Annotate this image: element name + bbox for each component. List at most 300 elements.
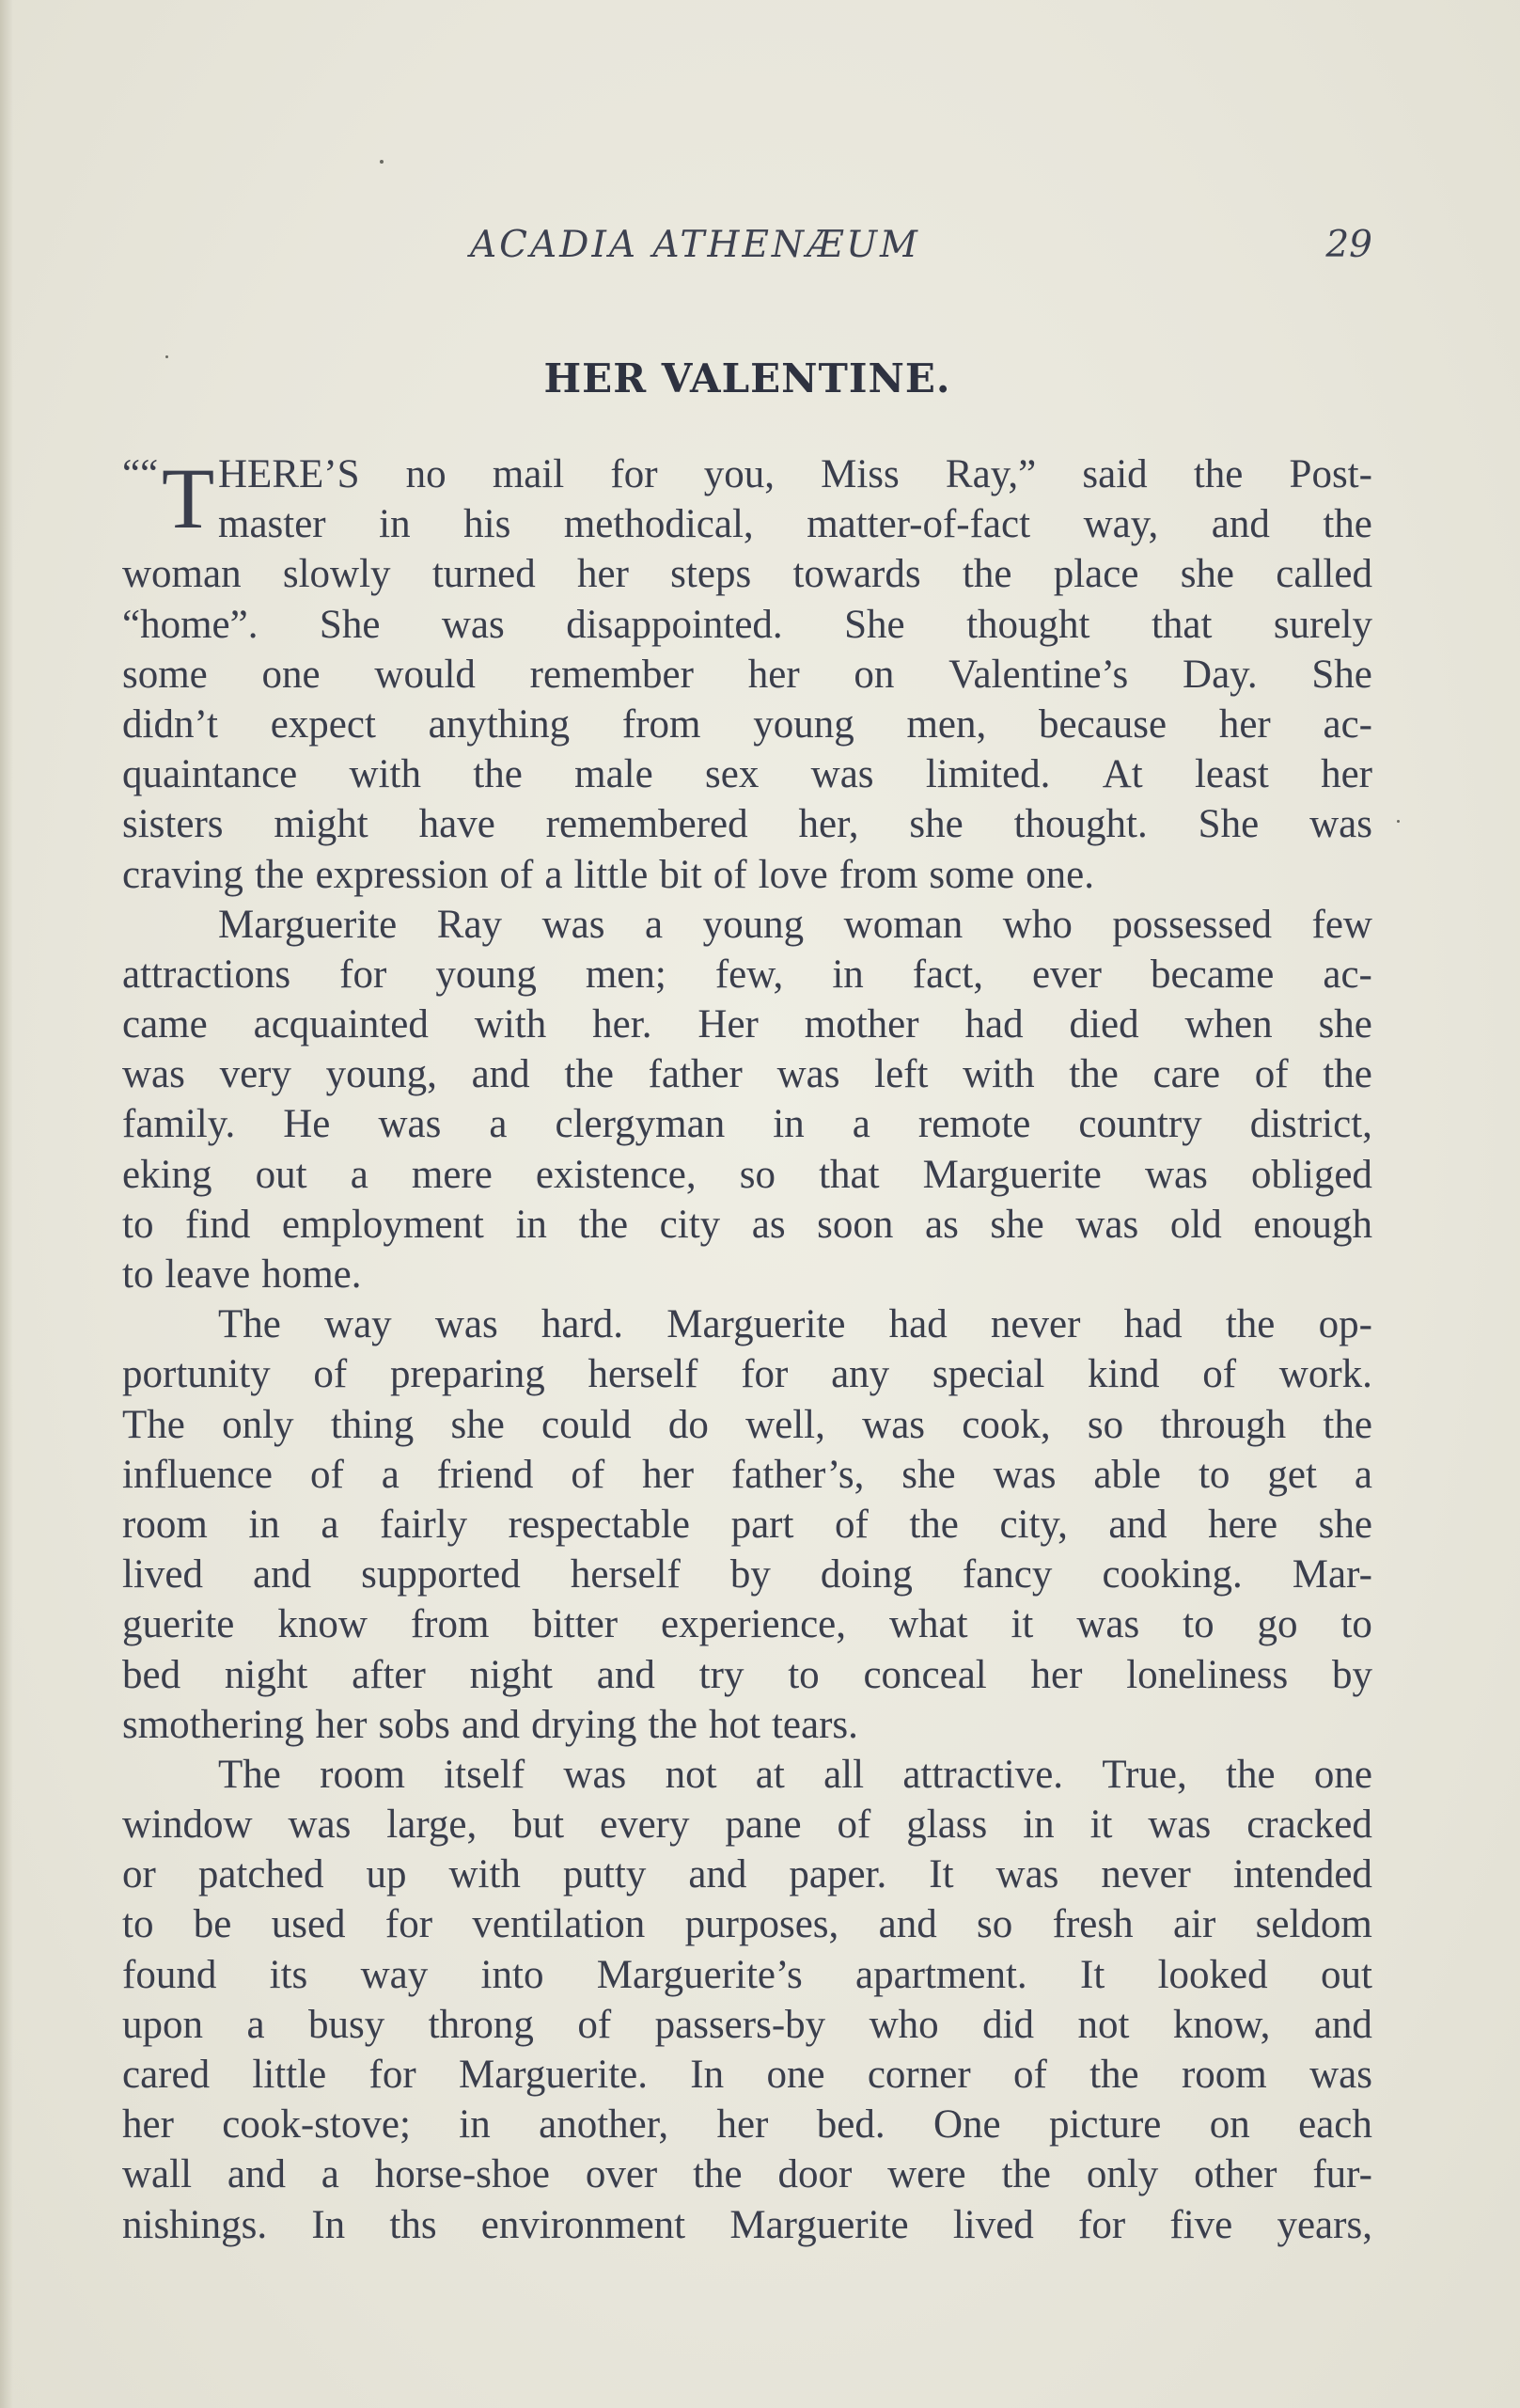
word: used xyxy=(271,1902,346,1947)
word: cook, xyxy=(962,1402,1051,1447)
text-line xyxy=(122,1150,1372,1200)
word: years, xyxy=(1277,2202,1372,2247)
word: old xyxy=(1169,1202,1222,1247)
word: the xyxy=(1001,2152,1052,2197)
text-line xyxy=(122,449,1372,499)
text-line xyxy=(122,2100,1372,2149)
word: soon xyxy=(817,1202,894,1247)
word: so xyxy=(739,1152,776,1197)
word: enough xyxy=(1253,1202,1372,1247)
word: try xyxy=(698,1652,744,1697)
word: one. xyxy=(1026,852,1094,897)
word: expression xyxy=(315,852,489,897)
word: not xyxy=(1077,2002,1130,2047)
word: from xyxy=(621,701,701,747)
word: nishings. xyxy=(122,2202,268,2247)
text-line xyxy=(122,600,1372,650)
word: herself xyxy=(588,1352,698,1397)
word: have xyxy=(418,802,495,847)
word: thought. xyxy=(1013,802,1148,847)
word: the xyxy=(962,552,1012,597)
word: ever xyxy=(1032,952,1103,997)
text-line xyxy=(122,999,1372,1049)
word: her xyxy=(315,1702,368,1747)
word: who xyxy=(869,2002,939,2047)
word: corner xyxy=(867,2053,971,2097)
word: woman xyxy=(843,902,964,947)
word: in xyxy=(515,1202,547,1247)
word: She xyxy=(1198,802,1260,847)
paper-speck xyxy=(1397,820,1400,823)
word: way xyxy=(324,1302,392,1347)
word: was xyxy=(1144,1152,1208,1197)
text-line xyxy=(122,1299,1372,1349)
word: remember xyxy=(529,652,694,697)
word: a xyxy=(350,1152,368,1197)
word: looked xyxy=(1157,1952,1268,1997)
word: might xyxy=(274,802,368,847)
word: HERE’S xyxy=(218,452,360,496)
word: seldom xyxy=(1255,1902,1372,1947)
word: master xyxy=(218,502,326,547)
word: The xyxy=(218,1752,281,1797)
word: in xyxy=(379,502,411,547)
word: Valentine’s xyxy=(948,652,1129,697)
word: his xyxy=(463,502,511,547)
word: guerite xyxy=(122,1602,235,1647)
word: and xyxy=(688,1852,747,1897)
text-line xyxy=(122,1349,1372,1399)
word: her xyxy=(1321,752,1372,797)
word: for xyxy=(741,1352,789,1397)
word: with xyxy=(963,1052,1035,1097)
word: her xyxy=(1218,701,1271,747)
word: other xyxy=(1194,2152,1277,2197)
word: was xyxy=(776,1052,840,1097)
text-line xyxy=(122,650,1372,700)
word: she xyxy=(450,1402,505,1447)
word: busy xyxy=(307,2002,385,2047)
word: limited. xyxy=(925,752,1051,797)
word: what xyxy=(888,1602,968,1647)
text-line xyxy=(122,1800,1372,1849)
word: few xyxy=(1311,902,1372,947)
word: steps xyxy=(670,552,752,597)
word: men; xyxy=(585,952,666,997)
word: slowly xyxy=(282,552,391,597)
word: one xyxy=(261,652,321,697)
word: was xyxy=(993,1452,1057,1497)
word: any xyxy=(831,1352,890,1397)
word: bed xyxy=(122,1652,181,1697)
word: night xyxy=(224,1652,308,1697)
word: Marguerite’s xyxy=(596,1952,803,1997)
word: air xyxy=(1172,1902,1216,1947)
word: smothering xyxy=(122,1702,305,1747)
text-line xyxy=(122,1700,1372,1750)
word: fur- xyxy=(1312,2152,1372,2197)
running-title: ACADIA ATHENÆUM xyxy=(470,224,920,266)
word: She xyxy=(1311,652,1372,697)
word: the xyxy=(1323,502,1372,547)
word: so xyxy=(977,1902,1013,1947)
word: had xyxy=(964,1002,1024,1047)
word: the xyxy=(254,852,305,897)
text-line xyxy=(122,1750,1372,1800)
word: the xyxy=(1089,2053,1139,2097)
word: it xyxy=(1089,1802,1113,1848)
word: She xyxy=(844,602,905,647)
word: so xyxy=(1087,1402,1124,1447)
word: of xyxy=(577,2002,612,2047)
word: It xyxy=(929,1852,954,1897)
word: Marguerite. xyxy=(458,2053,648,2097)
word: each xyxy=(1298,2102,1372,2148)
word: care xyxy=(1152,1052,1221,1097)
word: well, xyxy=(745,1402,825,1447)
word: least xyxy=(1194,752,1269,797)
word: pane xyxy=(725,1802,802,1848)
word: the xyxy=(564,1052,614,1097)
word: young xyxy=(435,952,537,997)
word: that xyxy=(819,1152,880,1197)
word: and xyxy=(1108,1502,1167,1547)
text-line xyxy=(122,549,1372,599)
word: True, xyxy=(1102,1752,1187,1797)
word: fact, xyxy=(912,952,983,997)
word: the xyxy=(1069,1052,1119,1097)
word: find xyxy=(185,1202,251,1247)
word: from xyxy=(838,852,918,897)
word: and xyxy=(1211,502,1270,547)
word: of xyxy=(571,1452,605,1497)
word: of xyxy=(834,1502,869,1547)
word: she xyxy=(1318,1002,1372,1047)
word: never xyxy=(1101,1852,1191,1897)
word: love xyxy=(758,852,828,897)
text-line xyxy=(122,1250,1372,1299)
text-line xyxy=(122,1200,1372,1250)
word: methodical, xyxy=(563,502,754,547)
word: herself xyxy=(570,1552,681,1597)
word: and xyxy=(461,1702,521,1747)
word: possessed xyxy=(1112,902,1272,947)
word: male xyxy=(574,752,653,797)
word: little xyxy=(252,2053,327,2097)
word: was xyxy=(1309,802,1372,847)
word: she xyxy=(990,1202,1044,1247)
word: and xyxy=(878,1902,937,1947)
word: after xyxy=(352,1652,426,1697)
word: very xyxy=(219,1052,291,1097)
word: a xyxy=(321,1502,339,1547)
text-line xyxy=(122,749,1372,799)
word: special xyxy=(932,1352,1045,1397)
word: In xyxy=(311,2202,346,2247)
word: the xyxy=(909,1502,959,1547)
word: bit xyxy=(659,852,702,897)
word: experience, xyxy=(661,1602,846,1647)
word: it xyxy=(1011,1602,1034,1647)
word: was xyxy=(288,1802,352,1848)
word: a xyxy=(544,852,563,897)
word: It xyxy=(1080,1952,1105,1997)
word: the xyxy=(1193,452,1244,496)
word: part xyxy=(730,1502,794,1547)
word: here xyxy=(1208,1502,1278,1547)
word: work. xyxy=(1278,1352,1372,1397)
word: some xyxy=(929,852,1015,897)
word: attractions xyxy=(122,952,291,997)
word: could xyxy=(541,1402,632,1447)
word: of xyxy=(499,852,534,897)
word: woman xyxy=(122,552,242,597)
word: place xyxy=(1053,552,1139,597)
word: of xyxy=(313,1352,348,1397)
word: and xyxy=(471,1052,530,1097)
text-line xyxy=(122,1950,1372,2000)
word: room xyxy=(320,1752,405,1797)
word: passers-by xyxy=(654,2002,826,2047)
word: hard. xyxy=(541,1302,624,1347)
word: and xyxy=(253,1552,312,1597)
word: her xyxy=(576,552,629,597)
word: had xyxy=(888,1302,948,1347)
word: remembered xyxy=(545,802,748,847)
word: was xyxy=(1309,2053,1372,2097)
word: and xyxy=(227,2152,286,2197)
word: fancy xyxy=(962,1552,1053,1597)
text-line xyxy=(122,1049,1372,1099)
text-line xyxy=(122,1849,1372,1899)
word: glass xyxy=(906,1802,988,1848)
article-body xyxy=(122,449,1372,2250)
text-line xyxy=(122,1450,1372,1500)
word: her xyxy=(122,2102,174,2148)
word: mere xyxy=(411,1152,493,1197)
word: do xyxy=(667,1402,709,1447)
word: a xyxy=(645,902,664,947)
word: sex xyxy=(705,752,760,797)
word: putty xyxy=(562,1852,647,1897)
word: in xyxy=(248,1502,280,1547)
word: Ray,” xyxy=(945,452,1037,496)
word: influence xyxy=(122,1452,273,1497)
text-line xyxy=(122,1899,1372,1949)
word: its xyxy=(269,1952,308,1997)
word: the xyxy=(1225,1302,1276,1347)
word: employment xyxy=(281,1202,484,1247)
word: go xyxy=(1257,1602,1298,1647)
word: the xyxy=(693,2152,743,2197)
word: had xyxy=(1123,1302,1183,1347)
word: for xyxy=(339,952,387,997)
word: home. xyxy=(261,1252,362,1297)
word: with xyxy=(474,1002,547,1047)
word: She xyxy=(319,602,381,647)
word: obliged xyxy=(1250,1152,1372,1197)
word: drying xyxy=(531,1702,637,1747)
word: her xyxy=(1030,1652,1083,1697)
word: did xyxy=(982,2002,1035,2047)
word: to xyxy=(1340,1602,1372,1647)
text-line xyxy=(122,799,1372,849)
word: of xyxy=(1012,2053,1047,2097)
word: called xyxy=(1276,552,1372,597)
word: with xyxy=(448,1852,521,1897)
word: came xyxy=(122,1002,208,1047)
word: one xyxy=(1313,1752,1372,1797)
word: she xyxy=(901,1452,956,1497)
word: leave xyxy=(165,1252,251,1297)
running-header xyxy=(122,224,1372,280)
word: were xyxy=(887,2152,966,2197)
word: paper. xyxy=(789,1852,887,1897)
word: would xyxy=(374,652,476,697)
word: craving xyxy=(122,852,243,897)
word: by xyxy=(729,1552,771,1597)
word: night xyxy=(469,1652,554,1697)
word: but xyxy=(512,1802,565,1848)
word: cared xyxy=(122,2053,211,2097)
word: of xyxy=(309,1452,344,1497)
word: found xyxy=(122,1952,217,1997)
word: bed. xyxy=(816,2102,885,2148)
article-title: HER VALENTINE. xyxy=(543,355,951,401)
text-line xyxy=(122,700,1372,749)
word: purposes, xyxy=(684,1902,839,1947)
word: was xyxy=(1075,1202,1139,1247)
word: another, xyxy=(539,2102,669,2148)
word: acquainted xyxy=(253,1002,429,1047)
word: upon xyxy=(122,2002,203,2047)
word: doing xyxy=(820,1552,913,1597)
word: existence, xyxy=(535,1152,697,1197)
word: ventilation xyxy=(472,1902,646,1947)
word: lived xyxy=(952,2202,1034,2247)
word: young xyxy=(753,701,854,747)
word: Her xyxy=(697,1002,759,1047)
word: country xyxy=(1078,1102,1202,1147)
word: know xyxy=(277,1602,368,1647)
word: bitter xyxy=(532,1602,619,1647)
word: the xyxy=(1323,1402,1372,1447)
word: the xyxy=(1323,1052,1372,1097)
word: for xyxy=(1078,2202,1126,2247)
word: The xyxy=(122,1402,185,1447)
word: and xyxy=(596,1652,655,1697)
word: friend xyxy=(436,1452,534,1497)
word: her xyxy=(642,1452,695,1497)
word: ac- xyxy=(1323,701,1372,747)
word: a xyxy=(321,2152,339,2197)
text-line xyxy=(122,850,1372,900)
word: large, xyxy=(386,1802,478,1848)
word: was xyxy=(541,902,605,947)
word: didn’t xyxy=(122,701,218,747)
word: At xyxy=(1102,752,1143,797)
word: she xyxy=(1318,1502,1372,1547)
word: district, xyxy=(1249,1102,1372,1147)
word: horse-shoe xyxy=(374,2152,550,2197)
word: family. xyxy=(122,1102,236,1147)
word: few, xyxy=(714,952,784,997)
word: disappointed. xyxy=(566,602,783,647)
word: a xyxy=(246,2002,265,2047)
word: she xyxy=(1180,552,1235,597)
word: ths xyxy=(389,2202,437,2247)
word: said xyxy=(1082,452,1148,496)
word: fairly xyxy=(379,1502,468,1547)
word: her xyxy=(716,2102,769,2148)
word: to xyxy=(788,1652,820,1697)
word: wall xyxy=(122,2152,193,2197)
text-line xyxy=(122,2200,1372,2250)
word: lived xyxy=(122,1552,203,1597)
word: of xyxy=(837,1802,871,1848)
word: in xyxy=(459,2102,491,2148)
drop-cap: T xyxy=(162,450,215,546)
word: Marguerite xyxy=(218,902,398,947)
word: a xyxy=(1354,1452,1372,1497)
word: to xyxy=(122,1202,154,1247)
word: way xyxy=(360,1952,429,1997)
word: for xyxy=(610,452,658,496)
word: to xyxy=(1198,1452,1230,1497)
word: she xyxy=(909,802,964,847)
text-line xyxy=(122,1500,1372,1550)
word: to xyxy=(1183,1602,1214,1647)
word: in xyxy=(1023,1802,1055,1848)
text-line xyxy=(122,1099,1372,1149)
word: One xyxy=(932,2102,1001,2148)
word: on xyxy=(1209,2102,1250,2148)
word: ac- xyxy=(1323,952,1372,997)
word: through xyxy=(1160,1402,1287,1447)
word: was xyxy=(122,1052,185,1097)
word: a xyxy=(381,1452,400,1497)
word: Miss xyxy=(821,452,900,496)
word: only xyxy=(1086,2152,1159,2197)
word: was xyxy=(378,1102,442,1147)
word: be xyxy=(193,1902,232,1947)
paper-speck xyxy=(380,160,384,164)
word: the xyxy=(473,752,523,797)
word: in xyxy=(773,1102,805,1147)
text-line xyxy=(122,2050,1372,2100)
word: turned xyxy=(431,552,536,597)
word: her. xyxy=(592,1002,652,1047)
page-edge-shadow xyxy=(0,0,13,2408)
word: or xyxy=(122,1852,156,1897)
word: preparing xyxy=(389,1352,545,1397)
word: to xyxy=(122,1252,154,1297)
word: get xyxy=(1267,1452,1317,1497)
word: as xyxy=(925,1202,959,1247)
word: left xyxy=(874,1052,929,1097)
word: kind xyxy=(1088,1352,1160,1397)
word: way, xyxy=(1083,502,1159,547)
word: In xyxy=(690,2053,725,2097)
word: to xyxy=(122,1902,154,1947)
word: room xyxy=(122,1502,208,1547)
word: a xyxy=(489,1102,508,1147)
word: window xyxy=(122,1802,253,1848)
text-line xyxy=(122,1650,1372,1700)
word: up xyxy=(366,1852,407,1897)
word: over xyxy=(585,2152,658,2197)
word: for xyxy=(384,1902,433,1947)
